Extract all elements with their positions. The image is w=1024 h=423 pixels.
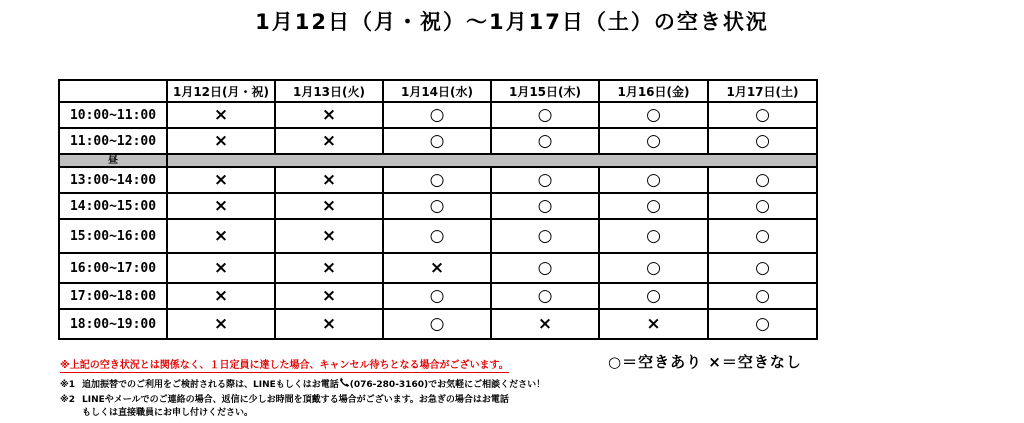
availability-cell: ○ [491,102,599,128]
availability-cell: ○ [383,283,491,309]
availability-cell: ○ [491,283,599,309]
availability-cell: × [167,309,275,339]
availability-cell: ○ [708,309,817,339]
availability-cell: ○ [491,167,599,193]
availability-cell: × [167,193,275,219]
footnote-2 [60,392,509,405]
footnote-2-continued: もしくは直接職員にお申し付けください。 [82,408,254,418]
time-slot: 10:00~11:00 [59,102,167,128]
availability-cell: × [275,102,383,128]
availability-cell: × [167,102,275,128]
availability-table [58,79,818,340]
availability-cell: ○ [383,219,491,253]
availability-cell: × [167,253,275,283]
availability-cell: ○ [708,253,817,283]
availability-cell: × [275,193,383,219]
availability-cell: ○ [708,219,817,253]
table-row [59,193,817,219]
column-header: 1月12日(月・祝) [167,80,275,102]
availability-cell: ○ [599,219,708,253]
time-slot: 15:00~16:00 [59,219,167,253]
availability-cell: ○ [383,167,491,193]
availability-cell: ○ [491,128,599,154]
table-header-row [59,80,817,102]
availability-cell: × [275,167,383,193]
lunch-break-row [59,154,817,167]
column-header: 1月17日(土) [708,80,817,102]
time-slot: 17:00~18:00 [59,283,167,309]
table-row [59,128,817,154]
corner-cell [59,80,167,102]
availability-cell: × [383,253,491,283]
lunch-label: 昼 [59,154,167,167]
time-slot: 14:00~15:00 [59,193,167,219]
availability-cell: × [599,309,708,339]
availability-cell: ○ [491,193,599,219]
time-slot: 13:00~14:00 [59,167,167,193]
lunch-bar [167,154,817,167]
availability-cell: × [167,128,275,154]
availability-cell: ○ [708,283,817,309]
time-slot: 16:00~17:00 [59,253,167,283]
availability-cell: ○ [383,102,491,128]
table-row [59,283,817,309]
availability-cell: ○ [599,128,708,154]
availability-cell: ○ [599,167,708,193]
availability-cell: × [275,253,383,283]
time-slot: 18:00~19:00 [59,309,167,339]
footnote-text: LINEやメールでのご連絡の場合、返信に少しお時間を頂戴する場合がございます。お急ぎの場合はお電話 [82,395,509,405]
table-row [59,253,817,283]
time-slot: 11:00~12:00 [59,128,167,154]
availability-cell: ○ [491,253,599,283]
availability-cell: × [167,219,275,253]
column-header: 1月13日(火) [275,80,383,102]
page-title: 1月12日（月・祝）～1月17日（土）の空き状況 [255,10,769,34]
footnote-text: (076-280-3160)でお気軽にご相談ください！ [349,380,546,390]
availability-cell: ○ [491,219,599,253]
table-row [59,102,817,128]
availability-cell: ○ [383,128,491,154]
availability-cell: ○ [708,167,817,193]
footnote-mark: ※1 [60,380,76,390]
availability-cell: ○ [599,193,708,219]
availability-cell: × [167,167,275,193]
availability-cell: × [275,283,383,309]
table-row [59,167,817,193]
availability-cell: × [275,128,383,154]
footnote-text: 追加振替でのご利用をご検討される際は、LINEもしくはお電話 [82,380,339,390]
column-header: 1月16日(金) [599,80,708,102]
capacity-note: ※上記の空き状況とは関係なく、１日定員に達した場合、キャンセル待ちとなる場合がございます。 [60,356,509,373]
availability-cell: ○ [599,102,708,128]
availability-cell: ○ [708,128,817,154]
footnote-mark: ※2 [60,395,76,405]
phone-icon [339,377,350,390]
availability-cell: ○ [599,283,708,309]
availability-cell: × [275,309,383,339]
footnote-1 [60,377,545,390]
availability-cell: ○ [708,193,817,219]
table-row [59,219,817,253]
availability-cell: ○ [708,102,817,128]
column-header: 1月15日(木) [491,80,599,102]
availability-legend: ○＝空きあり ×＝空きなし [608,353,802,371]
availability-cell: × [167,283,275,309]
column-header: 1月14日(水) [383,80,491,102]
availability-cell: ○ [383,309,491,339]
availability-cell: × [275,219,383,253]
availability-cell: ○ [599,253,708,283]
table-row [59,309,817,339]
availability-cell: × [491,309,599,339]
availability-cell: ○ [383,193,491,219]
